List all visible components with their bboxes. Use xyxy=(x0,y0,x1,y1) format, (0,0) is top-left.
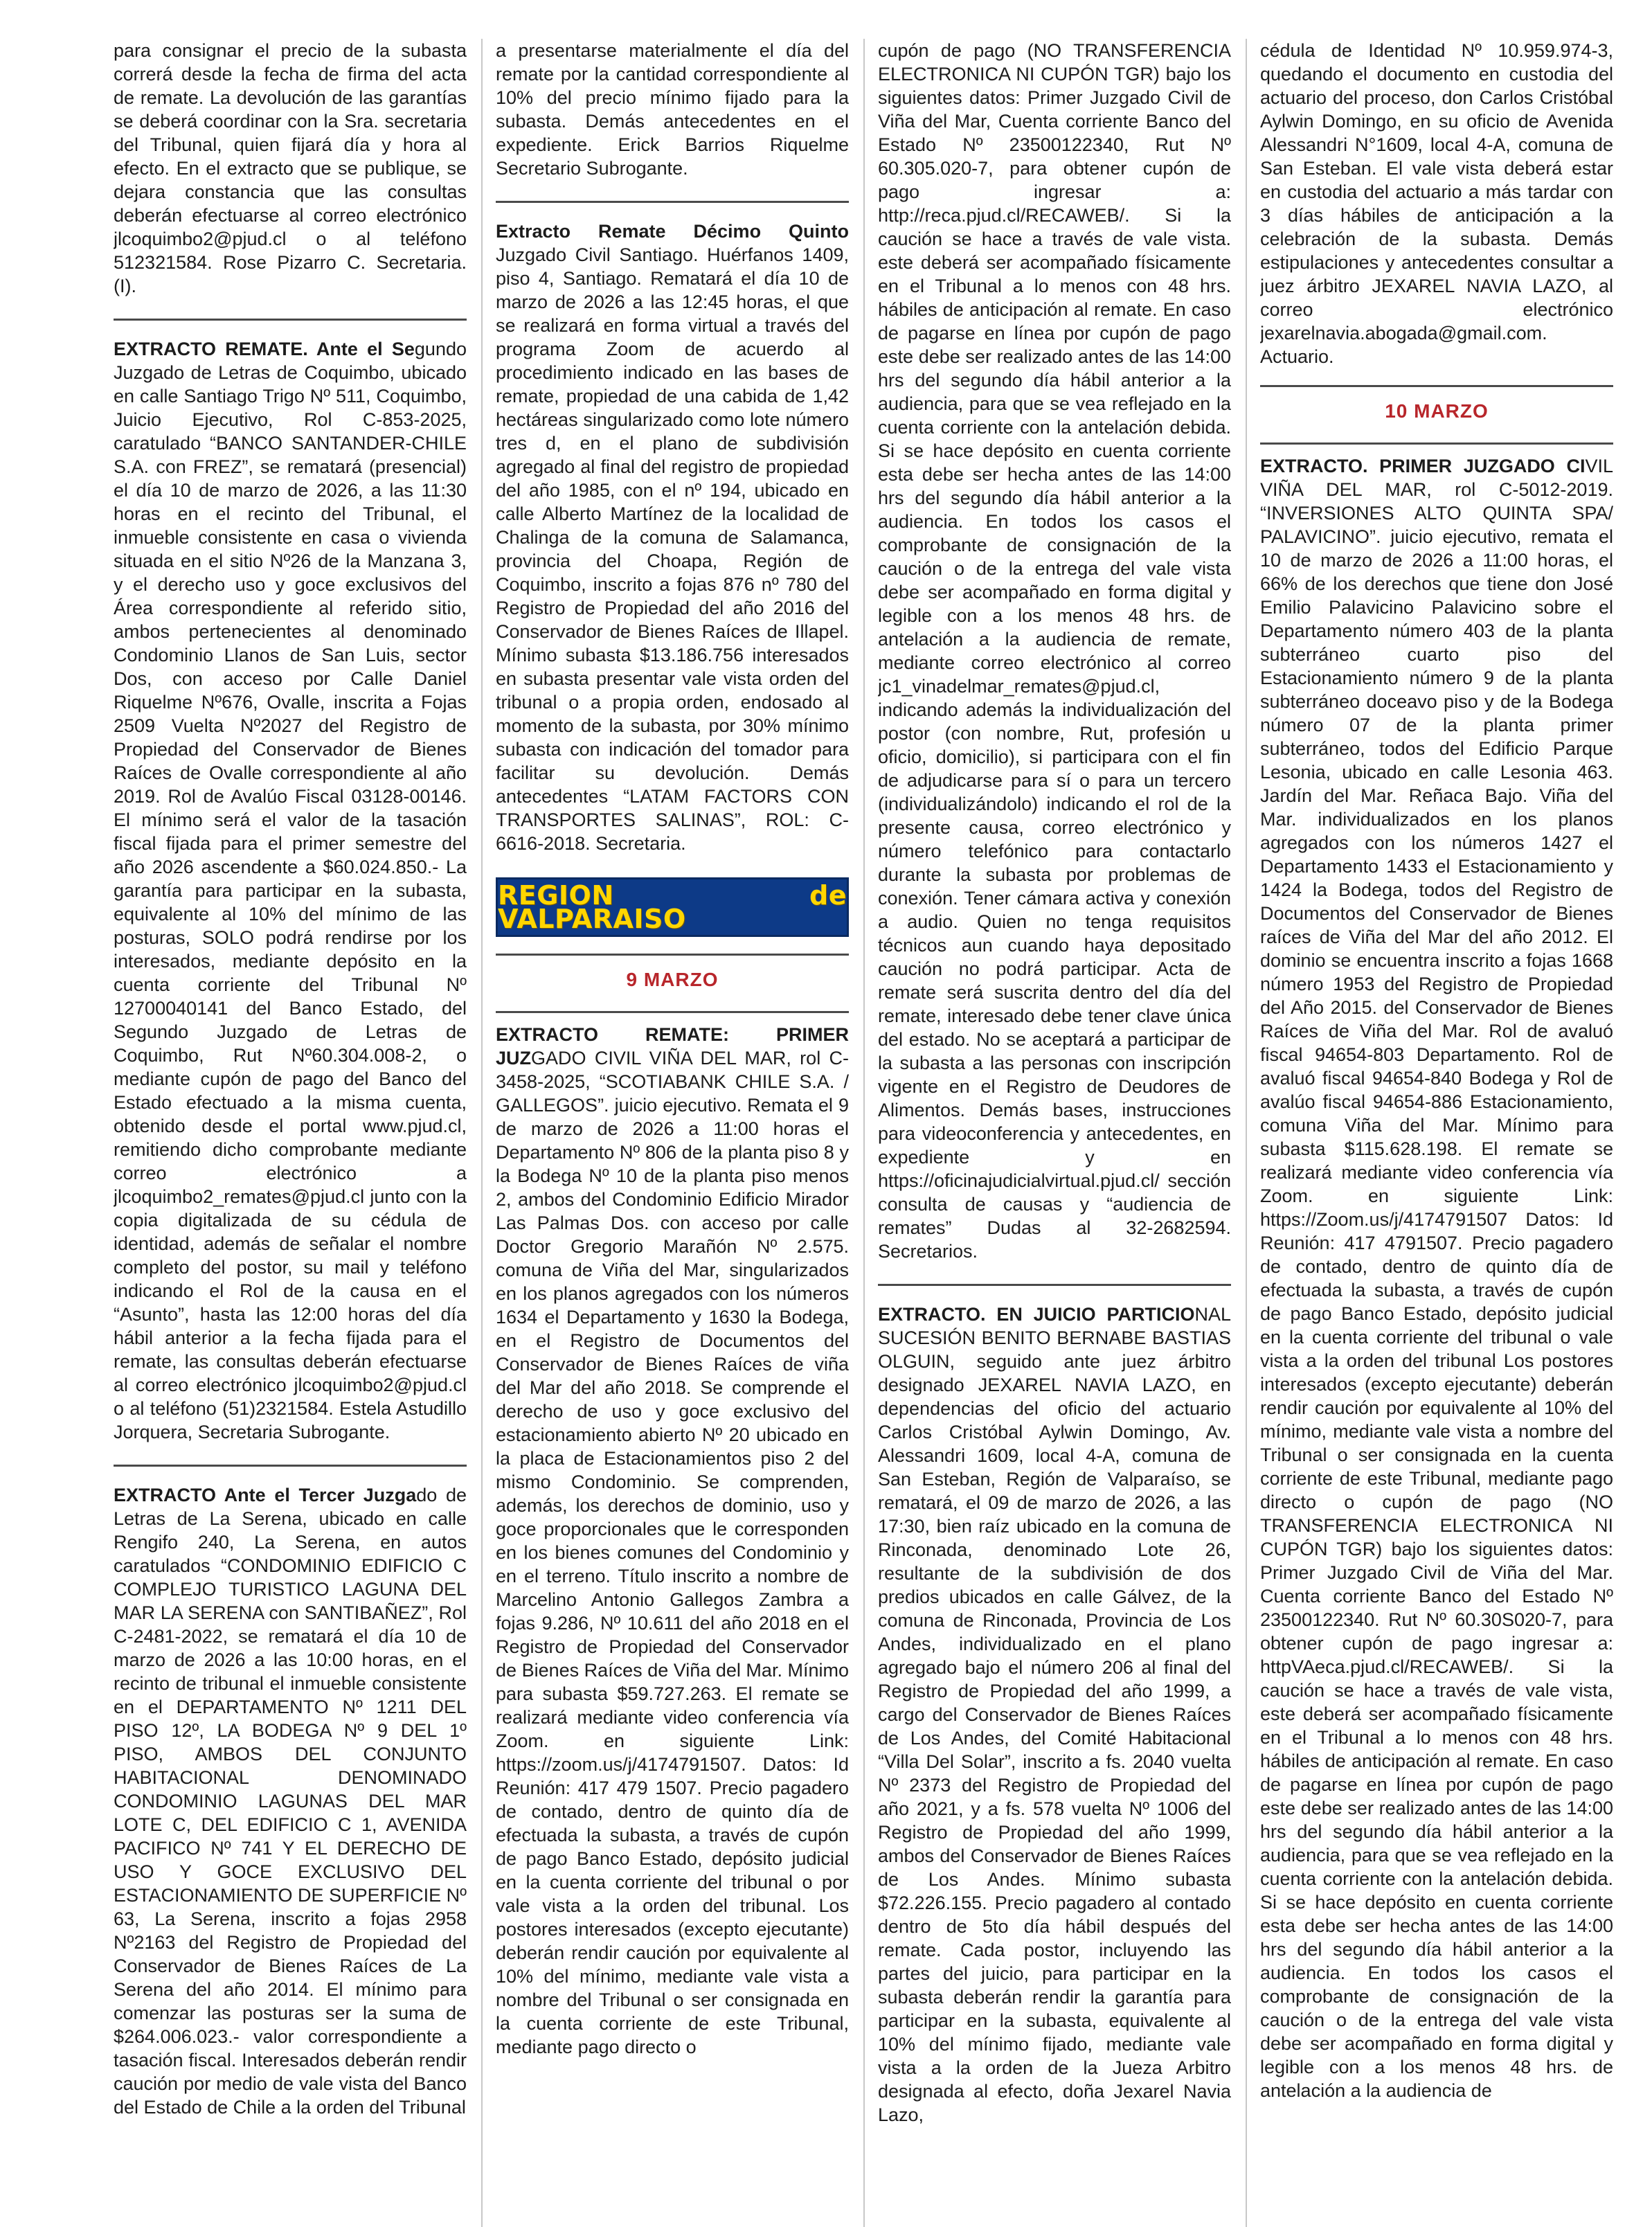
notice-tercer-juzgado xyxy=(114,1483,467,2119)
column-1 xyxy=(114,39,467,2227)
notice-body: Juzgado Civil Santiago. Huérfanos 1409, piso 4, Santiago. Rematará el día 10 de marzo de 2026 a las 12:45 horas, el que se realizará en forma virtual a través del programa Zoom de acuerdo al procedimiento indicado en las bases de remate, propiedad de una cabida de 1,42 hectáreas singularizado como lote número tres d, en el plano de subdivisión agregado al final del registro de propiedad del año 1985, con el nº 194, ubicado en calle Alberto Martínez de la localidad de Chalinga de la comuna de Salamanca, provincia del Choapa, Región de Coquimbo, inscrito a fojas 876 nº 780 del Registro de Propiedad del año 2016 del Conservador de Bienes Raíces de Illapel. Mínimo subasta $13.186.756 interesados en subasta presentar vale vista orden del tribunal o a propia orden, endosado al momento de la subasta, por 30% mínimo subasta con indicación del tomador para facilitar su devolución. Demás antecedentes “LATAM FACTORS CON TRANSPORTES SALINAS”, ROL: C-6616-2018. Secretaria. xyxy=(496,244,849,854)
notice-heading: EXTRACTO REMATE. Ante el Se xyxy=(114,339,415,359)
notice-body: VIL VIÑA DEL MAR, rol C-5012-2019. “INVERSIONES ALTO QUINTA SPA/ PALAVICINO”. juicio ejecutivo, remata el 10 de marzo de 2026 a 11:00 horas, el 66% de los derechos que tiene don José Emilio Palavicino Palavicino sobre el Departamento número 403 de la planta subterráneo cuarto piso del Estacionamiento número 9 de la planta subterráneo doceavo piso y de la Bodega número 07 de la planta primer subterráneo, todos del Edificio Parque Lesonia, ubicado en calle Lesonia 463. Jardín del Mar. Reñaca Bajo. Viña del Mar. individualizados en los planos agregados con los números 1427 el Departamento 1433 el Estacionamiento y 1424 la Bodega, todos del Registro de Documentos del Conservador de Bienes raíces de Viña del Mar del año 2012. El dominio se encuentra inscrito a fojas 1668 número 1953 del Registro de Propiedad del Año 2015. del Conservador de Bienes Raíces de Viña del Mar. Rol de avaluó fiscal 94654-803 Departamento. Rol de avaluó fiscal 94654-840 Bodega y Rol de avalúo fiscal 94654-886 Estacionamiento, comuna Viña del Mar. Mínimo para subasta $115.628.198. El remate se realizará mediante video conferencia vía Zoom. en siguiente Link: https://Zoom.us/j/4174791507 Datos: Id Reunión: 417 4791507. Precio pagadero de contado, dentro de quinto día de efectuada la subasta, a través de cupón de pago Banco Estado, depósito judicial en la cuenta corriente del tribunal o vale vista a la orden del tribunal Los postores interesados (excepto ejecutante) deberán rendir caución por equivalente al 10% del mínimo, mediante vale vista a nombre del Tribunal o ser consignada en la cuenta corriente de este Tribunal, mediante pago directo o cupón de pago (NO TRANSFERENCIA ELECTRONICA NI CUPÓN TGR) bajo los siguientes datos: Primer Juzgado Civil de Viña del Mar. Cuenta corriente Banco del Estado Nº 23500122340. Rut Nº 60.30S020-7, para obtener cupón de pago ingresar a: httpVAeca.pjud.cl/RECAWEB/. Si la caución se hace a través de vale vista, este deberá ser acompañado físicamente en el Tribunal a lo menos con 48 hrs. hábiles de anticipación al remate. En caso de pagarse en línea por cupón de pago este debe ser realizado antes de las 14:00 hrs del segundo día hábil anterior a la audiencia, para que se vea reflejado en la cuenta corriente con la antelación debida. Si se hace depósito en cuenta corriente esta debe ser hecha antes de las 14:00 hrs del segundo día hábil anterior a la audiencia. En todos los casos el comprobante de consignación de la caución o de la entrega del vale vista debe ser acompañado en forma digital y legible con a los menos 48 hrs. de antelación a la audiencia de xyxy=(1260,456,1613,2101)
notice-heading: EXTRACTO. EN JUICIO PARTICIO xyxy=(878,1304,1195,1325)
notice-divider xyxy=(1260,385,1613,387)
column-divider xyxy=(863,39,865,2227)
region-banner xyxy=(496,877,849,937)
notice-continuation: cupón de pago (NO TRANSFERENCIA ELECTRONICA NI CUPÓN TGR) bajo los siguientes datos: Primer Juzgado Civil de Viña del Mar, Cuenta corriente Banco del Estado Nº 23500122340, Rut Nº 60.305.020-7, para obtener cupón de pago ingresar a: http://reca.pjud.cl/RECAWEB/. Si la caución se hace a través de vale vista. este deberá ser acompañado físicamente en el Tribunal a lo menos con 48 hrs. hábiles de anticipación al remate. En caso de pagarse en línea por cupón de pago este debe ser realizado antes de las 14:00 hrs del segundo día hábil anterior a la audiencia, para que se vea reflejado en la cuenta corriente con la antelación debida. Si se hace depósito en cuenta corriente esta debe ser hecha antes de las 14:00 hrs del segundo día hábil anterior a la audiencia. En todos los casos el comprobante de consignación de la caución o de la entrega del vale vista debe ser acompañado en forma digital y legible con a los menos 48 hrs. de antelación a la audiencia de remate, mediante correo electrónico al correo jc1_vinadelmar_remates@pjud.cl, indicando además la individualización del postor (con nombre, Rut, profesión u oficio, domicilio), si participara con el fin de adjudicarse para sí o para un tercero (individualizándolo) indicando el rol de la presente causa, correo electrónico y número telefónico para contactarlo durante la subasta por problemas de conexión. Tener cámara activa y conexión a audio. Quien no tenga requisitos técnicos aun cuando haya depositado caución no podrá participar. Acta de remate será suscrita dentro del día del remate, interesado debe tener clave única del estado. No se aceptará a participar de la subasta a las personas con inscripción vigente en el Registro de Deudores de Alimentos. Demás bases, instrucciones para videoconferencia y antecedentes, en expediente y en https://oficinajudicialvirtual.pjud.cl/ sección consulta de causas y “audiencia de remates” Dudas al 32-2682594. Secretarios. xyxy=(878,40,1231,1262)
column-4 xyxy=(1260,39,1613,2227)
notice-divider xyxy=(1260,442,1613,445)
notice-inversiones-alto-quinta xyxy=(1260,454,1613,2102)
notice-continuation: a presentarse materialmente el día del remate por la cantidad correspondiente al 10% del precio mínimo fijado para la subasta. Demás antecedentes en el expediente. Erick Barrios Riquelme Secretario Subrogante. xyxy=(496,40,849,179)
notice-scotiabank xyxy=(496,1023,849,2059)
notice-continuation: para consignar el precio de la subasta correrá desde la fecha de firma del acta de remate. La devolución de las garantías se deberá coordinar con la Sra. secretaria del Tribunal, quien fijará día y hora al efecto. En el extracto que se publique, se dejara constancia que las consultas deberán efectuarse al correo electrónico jlcoquimbo2@pjud.cl o al teléfono 512321584. Rose Pizarro C. Secretaria. (I). xyxy=(114,40,467,296)
notice-divider xyxy=(496,954,849,956)
notice-remate-coquimbo xyxy=(114,337,467,1444)
notice-body: GADO CIVIL VIÑA DEL MAR, rol C-3458-2025, “SCOTIABANK CHILE S.A. / GALLEGOS”. juicio ejecutivo. Remata el 9 de marzo de 2026 a 11:00 horas el Departamento Nº 806 de la planta piso 8 y la Bodega Nº 10 de la planta piso menos 2, ambos del Condominio Edificio Mirador Las Palmas Dos. con acceso por calle Doctor Gregorio Marañón Nº 2.575. comuna de Viña del Mar, singularizados en los planos agregados con los números 1634 el Departamento y 1630 la Bodega, en el Registro de Documentos del Conservador de Bienes Raíces de viña del Mar del año 2018. Se comprende el derecho de uso y goce exclusivo del estacionamiento abierto Nº 20 ubicado en la placa de Estacionamientos piso 2 del mismo Condominio. Se comprenden, además, los derechos de dominio, uso y goce proporcionales que le corresponden en los bienes comunes del Condominio y en el terreno. Título inscrito a nombre de Marcelino Antonio Gallegos Zambra a fojas 9.286, Nº 10.611 del año 2018 en el Registro de Propiedad del Conservador de Bienes Raíces de Viña del Mar. Mínimo para subasta $59.727.263. El remate se realizará mediante video conferencia vía Zoom. en siguiente Link: https://zoom.us/j/4174791507. Datos: Id Reunión: 417 479 1507. Precio pagadero de contado, dentro de quinto día de efectuada la subasta, a través de cupón de pago Banco Estado, depósito judicial en la cuenta corriente del tribunal o por vale vista a la orden del tribunal. Los postores interesados (excepto ejecutante) deberán rendir caución por equivalente al 10% del mínimo, mediante vale vista a nombre del Tribunal o ser consignada en la cuenta corriente de este Tribunal, mediante pago directo o xyxy=(496,1048,849,2057)
date-heading: 10 MARZO xyxy=(1385,400,1489,422)
notice-divider xyxy=(496,201,849,203)
notice-divider xyxy=(114,1465,467,1467)
column-2 xyxy=(496,39,849,2227)
notice-body: gundo Juzgado de Letras de Coquimbo, ubicado en calle Santiago Trigo Nº 511, Coquimbo, Juicio Ejecutivo, Rol C-853-2025, caratulado “BANCO SANTANDER-CHILE S.A. con FREZ”, se rematará (presencial) el día 10 de marzo de 2026, a las 11:30 horas en el recinto del Tribunal, el inmueble consistente en casa o vivienda situada en el sitio Nº26 de la Manzana 3, y el derecho uso y goce exclusivos del Área correspondiente al referido sitio, ambos pertenecientes al denominado Condominio Llanos de San Luis, sector Dos, con acceso por Calle Daniel Riquelme Nº676, Ovalle, inscrita a Fojas 2509 Vuelta Nº2027 del Registro de Propiedad del Conservador de Bienes Raíces de Ovalle correspondiente al año 2019. Rol de Avalúo Fiscal 03128-00146. El mínimo será el valor de la tasación fiscal fijada para el primer semestre del año 2026 ascendente a $60.024.850.- La garantía para participar en la subasta, equivalente al 10% del mínimo de las posturas, SOLO podrá rendirse por los interesados, mediante depósito en la cuenta corriente del Tribunal Nº 12700040141 del Banco Estado, del Segundo Juzgado de Letras de Coquimbo, Rut Nº60.304.008-2, o mediante cupón de pago del Banco del Estado efectuado a la misma cuenta, obtenido desde el portal www.pjud.cl, remitiendo dicho comprobante mediante correo electrónico a jlcoquimbo2_remates@pjud.cl junto con la copia digitalizada de su cédula de identidad, además de señalar el nombre completo del postor, su mail y teléfono indicando el Rol de la causa en el “Asunto”, hasta las 12:00 horas del día hábil anterior a la fecha fijada para el remate, las consultas deberán efectuarse al correo electrónico jlcoquimbo2@pjud.cl o al teléfono (51)2321584. Estela Astudillo Jorquera, Secretaria Subrogante. xyxy=(114,339,467,1442)
notice-divider xyxy=(878,1284,1231,1286)
notice-continuation: cédula de Identidad Nº 10.959.974-3, quedando el documento en custodia del actuario del proceso, don Carlos Cristóbal Aylwin Domingo, en su oficio de Avenida Alessandri N°1609, local 4-A, comuna de San Esteban. El vale vista deberá estar en custodia del actuario a más tardar con 3 días hábiles de anticipación a la celebración de la subasta. Demás estipulaciones y antecedentes consultar a juez árbitro JEXAREL NAVIA LAZO, al correo electrónico jexarelnavia.abogada@gmail.com. Actuario. xyxy=(1260,40,1613,367)
column-divider xyxy=(481,39,483,2227)
notice-heading: Extracto Remate Décimo Quinto xyxy=(496,221,849,242)
notice-divider xyxy=(114,319,467,321)
notice-heading: EXTRACTO Ante el Tercer Juzga xyxy=(114,1485,417,1505)
column-divider xyxy=(1246,39,1247,2227)
notice-decimo-quinto xyxy=(496,220,849,855)
notice-juicio-particional xyxy=(878,1303,1231,2127)
notice-body: do de Letras de La Serena, ubicado en calle Rengifo 240, La Serena, en autos caratulados “CONDOMINIO EDIFICIO C COMPLEJO TURISTICO LAGUNA DEL MAR LA SERENA con SANTIBAÑEZ”, Rol C-2481-2022, se rematará el día 10 de marzo de 2026 a las 10:00 horas, en el recinto de tribunal el inmueble consistente en el DEPARTAMENTO Nº 1211 DEL PISO 12º, LA BODEGA Nº 9 DEL 1º PISO, AMBOS DEL CONJUNTO HABITACIONAL DENOMINADO CONDOMINIO LAGUNAS DEL MAR LOTE C, DEL EDIFICIO C 1, AVENIDA PACIFICO Nº 741 Y EL DERECHO DE USO Y GOCE EXCLUSIVO DEL ESTACIONAMIENTO DE SUPERFICIE Nº 63, La Serena, inscrito a fojas 2958 Nº2163 del Registro de Propiedad del Conservador de Bienes Raíces de La Serena del año 2014. El mínimo para comenzar las posturas ser la suma de $264.006.023.- valor correspondiente a tasación fiscal. Interesados deberán rendir caución por medio de vale vista del Banco del Estado de Chile a la orden del Tribunal xyxy=(114,1485,467,2118)
notice-body: NAL SUCESIÓN BENITO BERNABE BASTIAS OLGUIN, seguido ante juez árbitro designado JEXAREL NAVIA LAZO, en dependencias del oficio del actuario Carlos Cristóbal Aylwin Domingo, Av. Alessandri 1609, local 4-A, comuna de San Esteban, Región de Valparaíso, se rematará, el 09 de marzo de 2026, a las 17:30, bien raíz ubicado en la comuna de Rinconada, denominado Lote 26, resultante de la subdivisión de dos predios ubicados en calle Gálvez, de la comuna de Rinconada, Provincia de Los Andes, individualizado en el plano agregado bajo el número 206 al final del Registro de Propiedad del año 1999, a cargo del Conservador de Bienes Raíces de Los Andes, del Comité Habitacional “Villa Del Solar”, inscrito a fs. 2040 vuelta Nº 2373 del Registro de Propiedad del año 2021, y a fs. 578 vuelta Nº 1006 del Registro de Propiedad del año 1999, ambos del Conservador de Bienes Raíces de Los Andes. Mínimo subasta $72.226.155. Precio pagadero al contado dentro de 5to día hábil después del remate. Cada postor, incluyendo las partes del juicio, para participar en la subasta deberán rendir la garantía para participar en la subasta, equivalente al 10% del mínimo fijado, mediante vale vista a la orden de la Jueza Arbitro designada al efecto, doña Jexarel Navia Lazo, xyxy=(878,1304,1231,2125)
region-banner-title: REGION de VALPARAISO xyxy=(498,880,847,934)
column-3 xyxy=(878,39,1231,2227)
notice-divider xyxy=(496,1011,849,1013)
notice-heading: EXTRACTO REMATE: PRIMER JUZ xyxy=(496,1024,849,1068)
date-heading: 9 MARZO xyxy=(626,969,719,990)
notice-heading: EXTRACTO. PRIMER JUZGADO CI xyxy=(1260,456,1586,476)
